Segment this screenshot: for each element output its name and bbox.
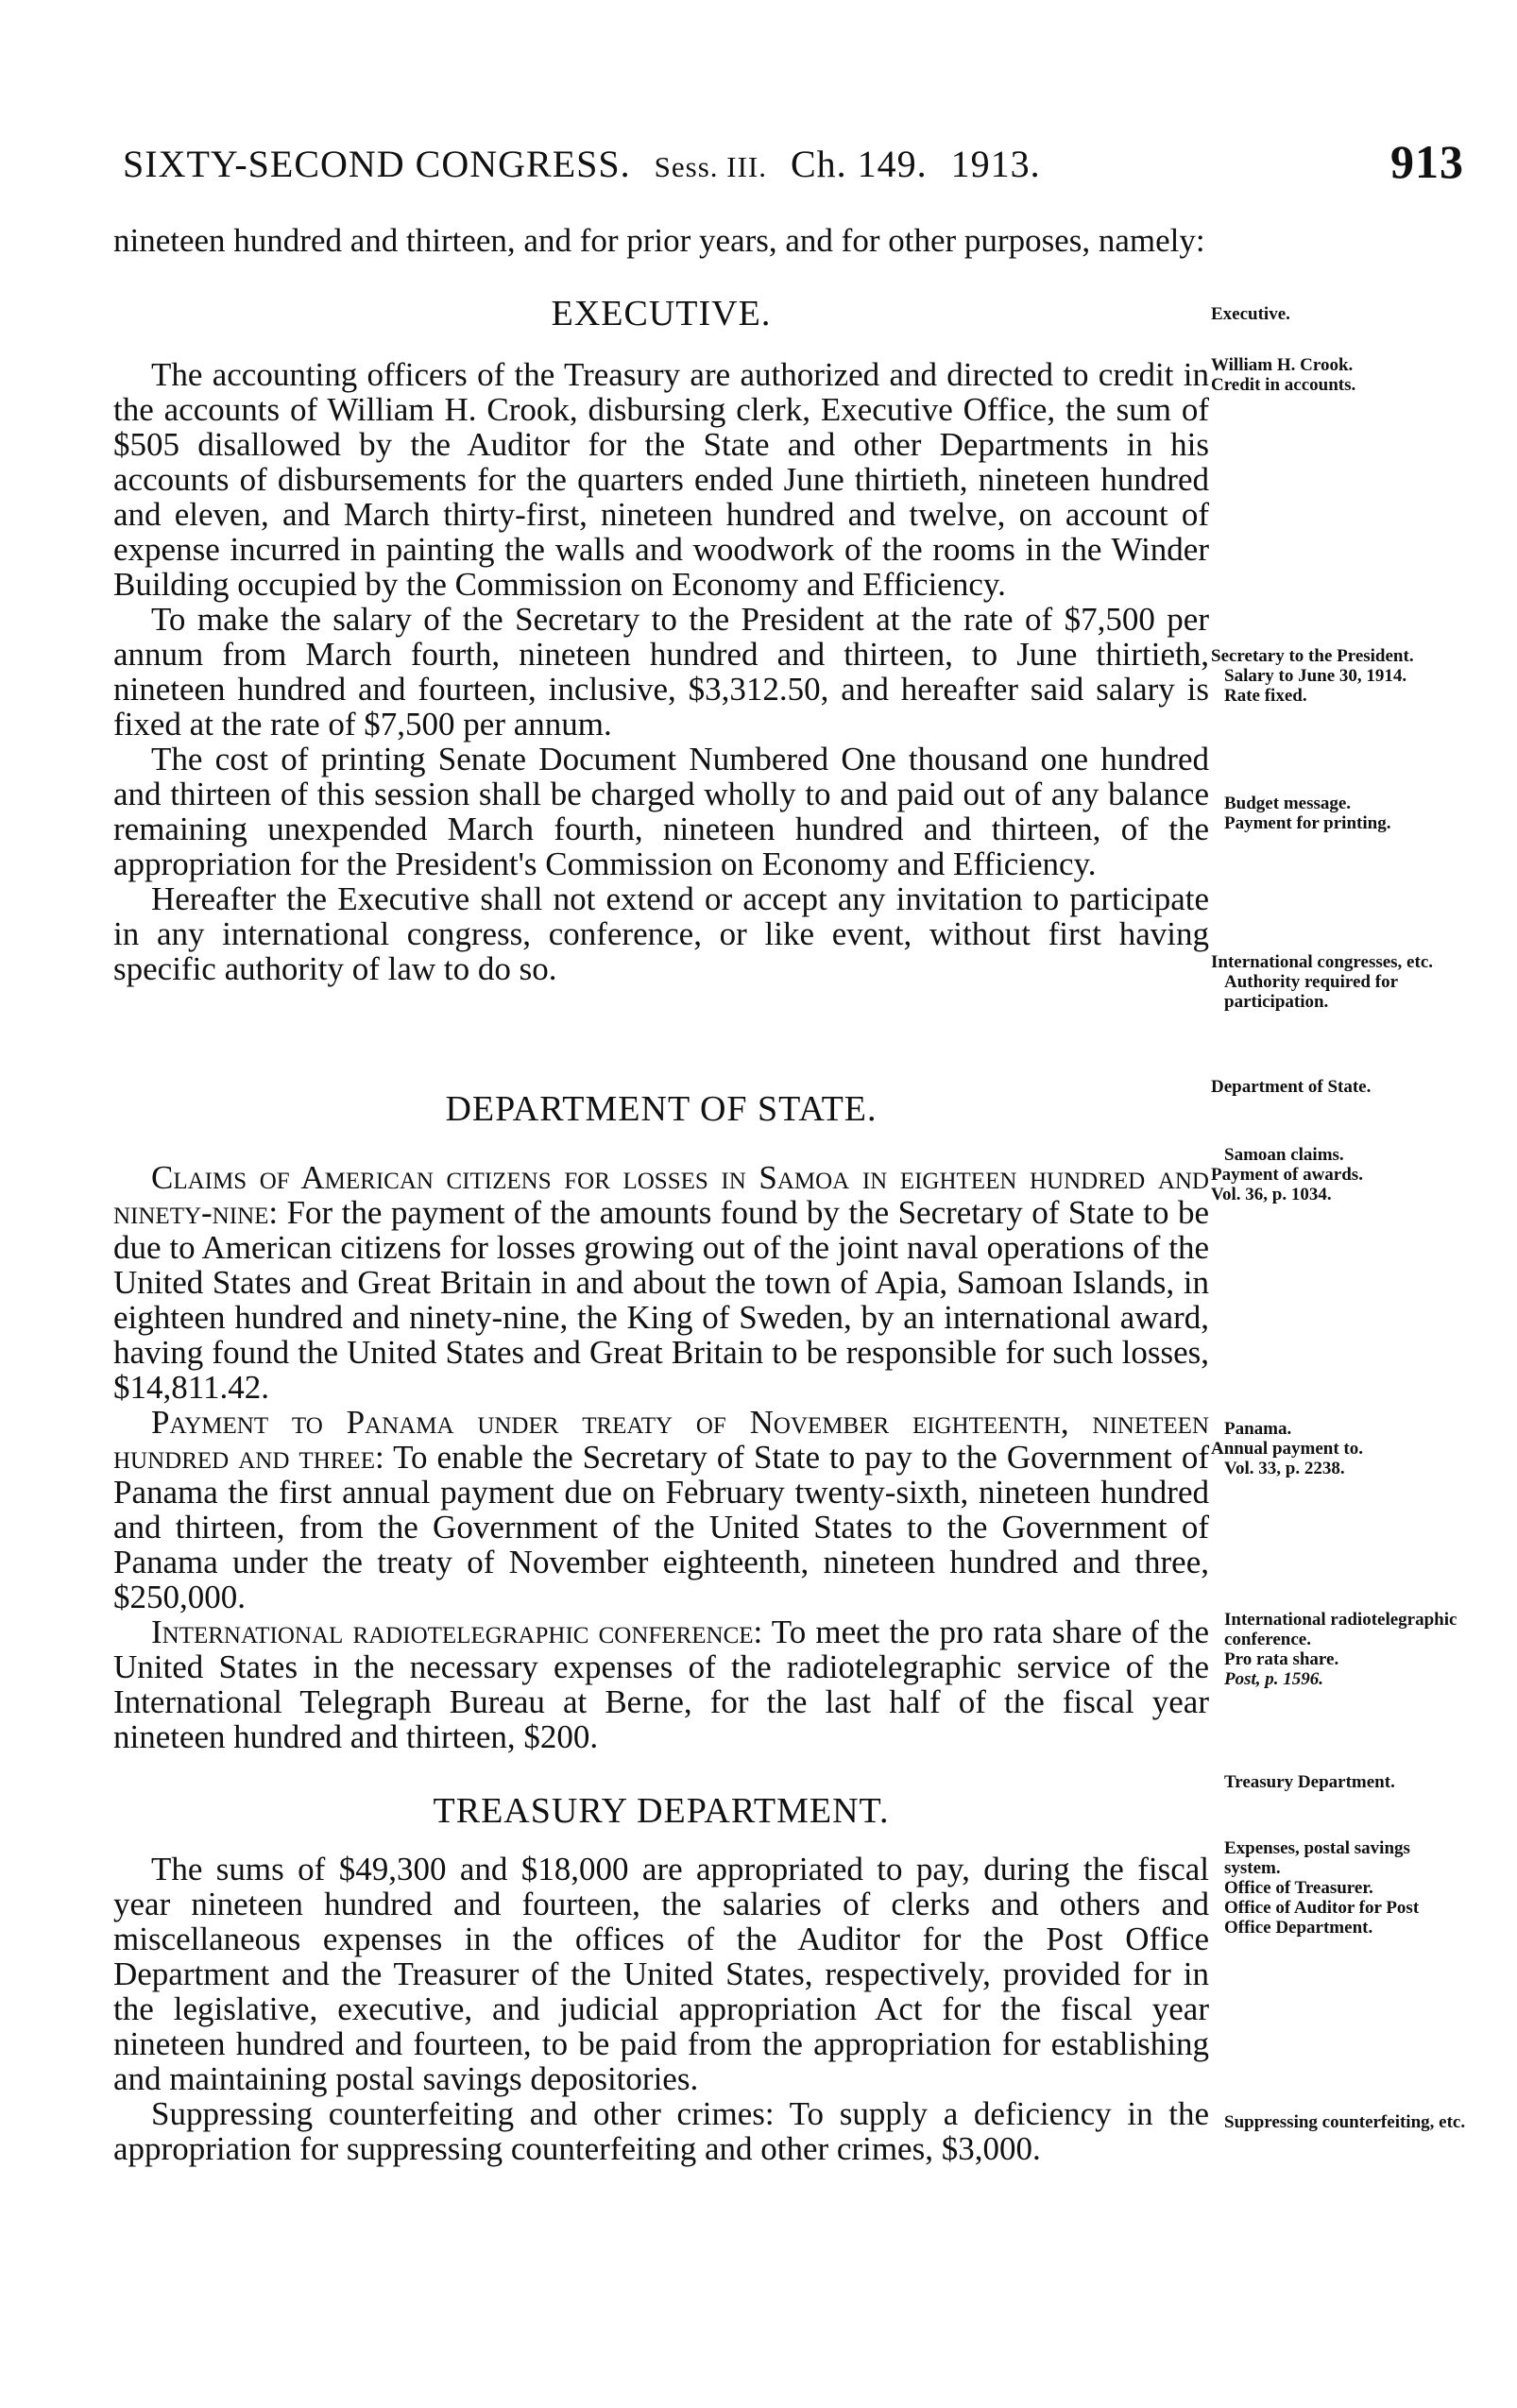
- margin-panama-volume: Vol. 33, p. 2238.: [1224, 1459, 1345, 1478]
- margin-budget-payment: Payment for printing.: [1224, 813, 1391, 833]
- heading-treasury: TREASURY DEPARTMENT.: [433, 1791, 890, 1831]
- paragraph-crook: The accounting officers of the Treasury are authorized and directed to credit in the accounts of William H. Crook, disbursing clerk, Executive Office, the sum of $505 disallowed by the Auditor for the State and other Departments in his accounts of disbursements for the quarters ended June thirtieth, nineteen hundred and eleven, and March thirty-first, nineteen hundred and twelve, on account of expense incurred in painting the walls and woodwork of the rooms in the Winder Building occupied by the Commission on Economy and Efficiency.: [113, 356, 1209, 603]
- margin-note-samoa: [1211, 1145, 1466, 1204]
- chapter-label: Ch. 149.: [790, 143, 928, 185]
- paragraph-panama: [113, 1405, 1209, 1614]
- margin-crook-name: William H. Crook.: [1211, 355, 1354, 375]
- caption-panama: Payment to Panama under treaty of November eighteenth, nineteen hundred and three:: [113, 1404, 1209, 1476]
- margin-budget-message: Budget message.: [1224, 794, 1352, 813]
- margin-radio-share: Pro rata share.: [1224, 1649, 1339, 1669]
- caption-samoa: Claims of American citizens for losses in Samoa in eighteen hundred and ninety-nine:: [113, 1159, 1209, 1231]
- margin-panama-payment: Annual payment to.: [1211, 1439, 1363, 1459]
- text-samoa: For the payment of the amounts found by the Secretary of State to be due to American citizens for losses growing out of the joint naval operations of the United States and Great Britain in and about the town of Apia, Samoan Islands, in eighteen hundred and ninety-nine, the King of Sweden, by an international award, having found the United States and Great Britain to be responsible for such losses, $14,811.42.: [113, 1194, 1209, 1406]
- margin-samoa-title: Samoan claims.: [1224, 1145, 1344, 1165]
- margin-note-treasury: [1211, 1772, 1466, 1792]
- margin-panama-title: Panama.: [1224, 1419, 1292, 1439]
- paragraph-secretary-salary: To make the salary of the Secretary to the President at the rate of $7,500 per annum from March fourth, nineteen hundred and thirteen, to June thirtieth, nineteen hundred and fourteen, inclusive, $3,312.50, and hereafter said salary is fixed at the rate of $7,500 per annum.: [113, 601, 1209, 743]
- margin-executive: Executive.: [1211, 304, 1290, 324]
- paragraph-international-invitation: Hereafter the Executive shall not extend or accept any invitation to participate in any international congress, conference, or like event, without first having specific authority of law to do so.: [113, 880, 1209, 987]
- margin-note-congresses: [1211, 952, 1466, 1012]
- margin-radio-post: Post, p. 1596.: [1224, 1669, 1324, 1689]
- margin-samoa-volume: Vol. 36, p. 1034.: [1211, 1185, 1332, 1204]
- heading-state: DEPARTMENT OF STATE.: [445, 1089, 878, 1129]
- margin-congresses-title: International congresses, etc.: [1211, 952, 1434, 972]
- intro-paragraph: nineteen hundred and thirteen, and for prior years, and for other purposes, namely:: [113, 222, 1205, 259]
- text-radio: To meet the pro rata share of the United States in the necessary expenses of the radiotelegraphic service of the International Telegraph Bureau at Berne, for the last half of the fiscal year nineteen hundred and thirteen, $200.: [113, 1614, 1209, 1755]
- margin-postal-treasurer: Office of Treasurer.: [1224, 1878, 1373, 1898]
- margin-radio-title: International radiotelegraphic conference.: [1224, 1610, 1457, 1649]
- margin-note-counterfeit: [1211, 2112, 1466, 2132]
- text-panama: To enable the Secretary of State to pay to the Government of Panama the first annual payment due on February twenty-sixth, nineteen hundred and thirteen, from the Government of the United States to the Government of Panama under the treaty of November eighteenth, nineteen hundred and three, $250,000.: [113, 1439, 1209, 1615]
- margin-postal-auditor: Office of Auditor for Post Office Department.: [1224, 1898, 1420, 1938]
- margin-treasury: Treasury Department.: [1224, 1772, 1395, 1792]
- margin-note-executive: [1211, 304, 1466, 324]
- running-head: [123, 135, 1464, 188]
- paragraph-samoa: [113, 1160, 1209, 1405]
- margin-crook-credit: Credit in accounts.: [1211, 375, 1356, 395]
- margin-note-radio: [1211, 1610, 1466, 1689]
- running-head-title: SIXTY-SECOND CONGRESS.: [123, 143, 631, 185]
- margin-note-postal: [1211, 1838, 1466, 1938]
- margin-secretary-rate: Rate fixed.: [1224, 686, 1307, 706]
- margin-postal-title: Expenses, postal savings system.: [1224, 1838, 1410, 1878]
- caption-radio: International radiotelegraphic conference:: [151, 1614, 763, 1650]
- paragraph-senate-document: The cost of printing Senate Document Numbered One thousand one hundred and thirteen of this session shall be charged wholly to and paid out of any balance remaining unexpended March fourth, nineteen hundred and thirteen, of the appropriation for the President's Commission on Economy and Efficiency.: [113, 741, 1209, 882]
- margin-note-panama: [1211, 1419, 1466, 1478]
- session-label: Sess. III.: [654, 150, 767, 183]
- paragraph-postal-savings: The sums of $49,300 and $18,000 are appropriated to pay, during the fiscal year nineteen hundred and fourteen, the salaries of clerks and others and miscellaneous expenses in the offices of the Auditor for the Post Office Department and the Treasurer of the United States, respectively, provided for in the legislative, executive, and judicial appropriation Act for the fiscal year nineteen hundred and fourteen, to be paid from the appropriation for establishing and maintaining postal savings depositories.: [113, 1851, 1209, 2097]
- margin-note-crook: [1211, 355, 1466, 395]
- margin-note-state: [1211, 1077, 1466, 1097]
- state-section: [113, 1160, 1209, 1754]
- treasury-section: [113, 1852, 1209, 2166]
- margin-state: Department of State.: [1211, 1077, 1372, 1097]
- margin-note-secretary: [1211, 646, 1466, 706]
- margin-counterfeit: Suppressing counterfeiting, etc.: [1224, 2112, 1466, 2132]
- margin-congresses-authority: Authority required for participation.: [1224, 972, 1398, 1012]
- paragraph-radio: [113, 1614, 1209, 1754]
- margin-samoa-payment: Payment of awards.: [1211, 1165, 1363, 1185]
- year-label: 1913.: [950, 143, 1041, 185]
- intro-text: [113, 223, 1209, 258]
- page-number: 913: [1390, 135, 1464, 188]
- margin-secretary-title: Secretary to the President.: [1211, 646, 1414, 666]
- margin-note-budget: [1211, 794, 1466, 833]
- heading-executive: EXECUTIVE.: [551, 294, 772, 333]
- executive-section: [113, 357, 1209, 986]
- margin-secretary-salary: Salary to June 30, 1914.: [1224, 666, 1407, 686]
- paragraph-counterfeiting: Suppressing counterfeiting and other crimes: To supply a deficiency in the appropriation for suppressing counterfeiting and other crimes, $3,000.: [113, 2095, 1209, 2167]
